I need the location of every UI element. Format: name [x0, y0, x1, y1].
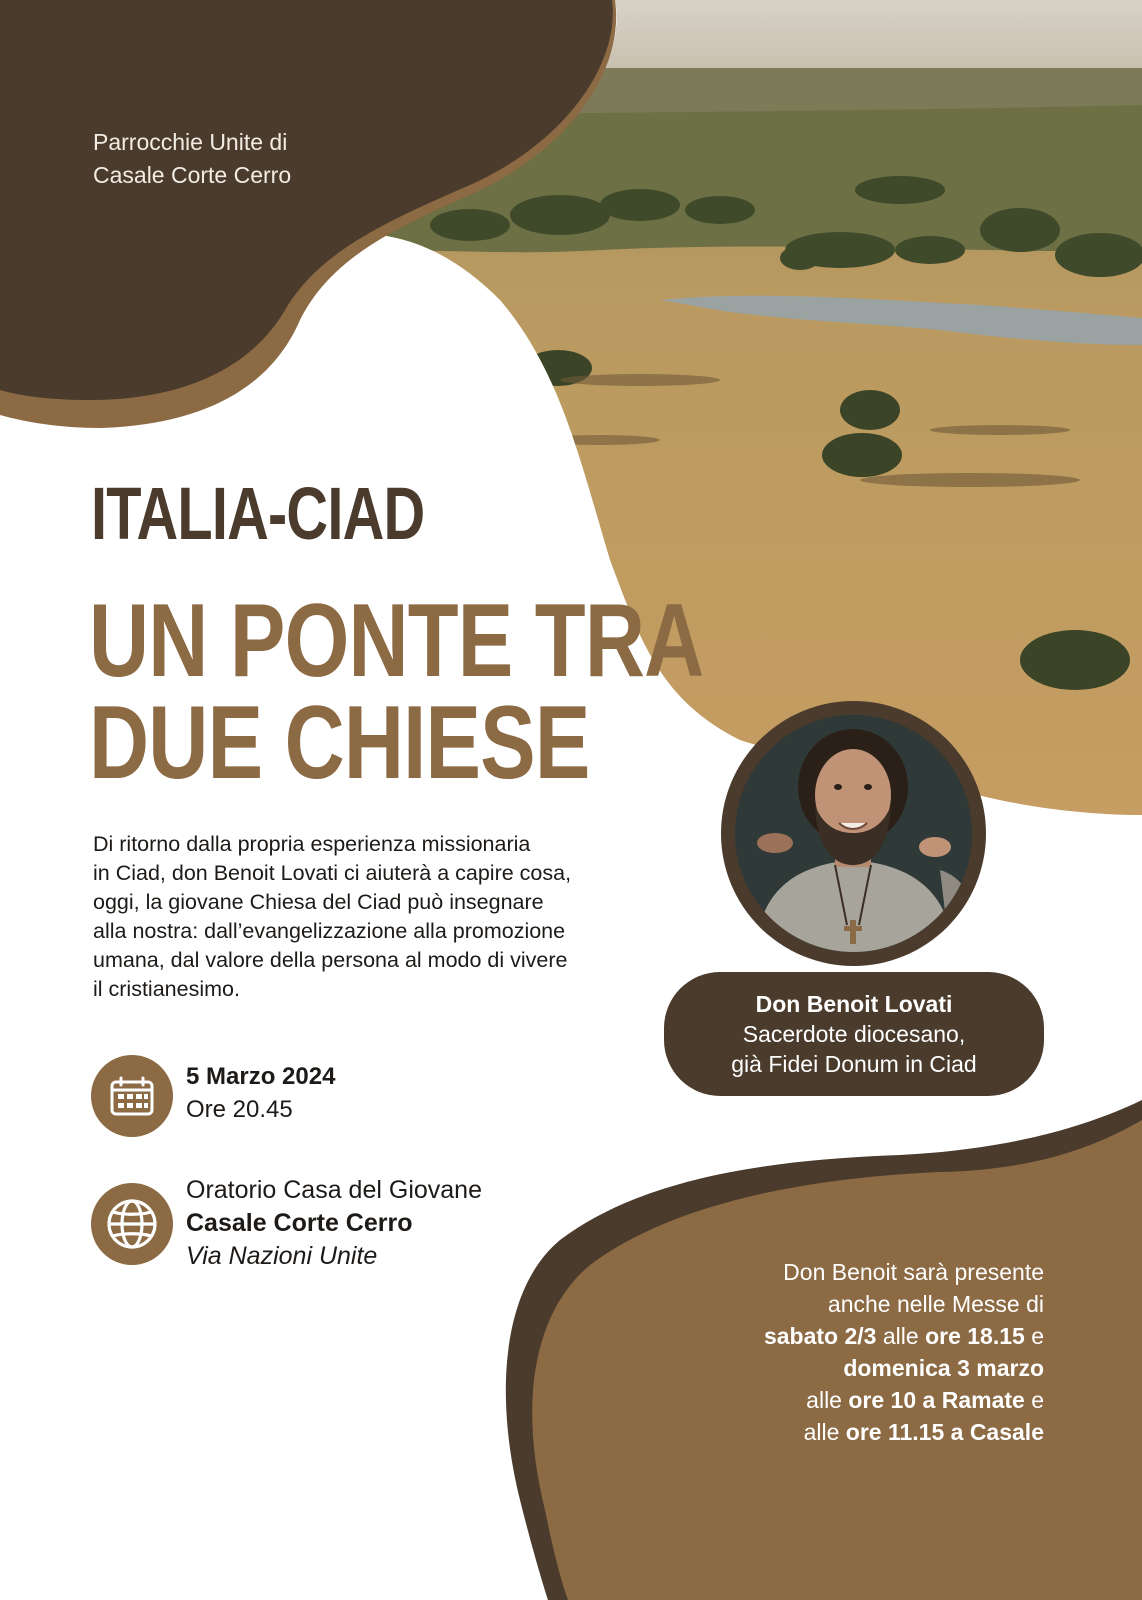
organizer-line-2: Casale Corte Cerro	[93, 162, 292, 188]
note-bold: ore 11.15 a Casale	[845, 1419, 1044, 1445]
speaker-portrait	[721, 701, 986, 966]
note-text: alle	[876, 1323, 926, 1349]
note-text: e	[1024, 1387, 1044, 1413]
speaker-role-line-1: Sacerdote diocesano,	[742, 1021, 966, 1047]
event-date-time	[186, 1060, 335, 1126]
note-text: e	[1024, 1323, 1044, 1349]
venue-name: Oratorio Casa del Giovane	[186, 1176, 482, 1204]
note-line: domenica 3 marzo	[843, 1355, 1044, 1381]
speaker-name: Don Benoit Lovati	[755, 991, 953, 1017]
note-text: alle	[806, 1387, 849, 1413]
headline	[89, 583, 704, 801]
intro-line: oggi, la giovane Chiesa del Ciad può insegnare	[93, 890, 544, 914]
organizer-line-1: Parrocchie Unite di	[93, 129, 288, 155]
intro-line: il cristianesimo.	[93, 977, 240, 1001]
note-bold: ore 18.15	[925, 1323, 1025, 1349]
venue-street: Via Nazioni Unite	[186, 1242, 378, 1270]
headline-line-2: DUE CHIESE	[89, 685, 590, 801]
event-date: 5 Marzo 2024	[186, 1063, 336, 1090]
calendar-icon	[91, 1055, 173, 1137]
intro-line: umana, dal valore della persona al modo di vivere	[93, 948, 568, 972]
organizer-label	[93, 126, 291, 192]
intro-line: Di ritorno dalla propria esperienza missionaria	[93, 832, 531, 856]
note-bold: sabato 2/3	[763, 1323, 877, 1349]
headline-line-1: UN PONTE TRA	[89, 583, 704, 699]
note-bold: ore 10 a Ramate	[848, 1387, 1025, 1413]
speaker-role-line-2: già Fidei Donum in Ciad	[731, 1051, 977, 1077]
note-line: anche nelle Messe di	[827, 1291, 1044, 1317]
note-line	[624, 1416, 1044, 1448]
intro-paragraph	[93, 830, 653, 1004]
note-line: Don Benoit sarà presente	[783, 1259, 1044, 1285]
title-kicker: ITALIA-CIAD	[91, 472, 425, 555]
venue-town: Casale Corte Cerro	[186, 1209, 413, 1237]
event-venue	[186, 1174, 482, 1273]
note-line	[624, 1384, 1044, 1416]
speaker-caption	[664, 972, 1044, 1096]
intro-line: in Ciad, don Benoit Lovati ci aiuterà a capire cosa,	[93, 861, 572, 885]
globe-icon	[91, 1183, 173, 1265]
masses-note	[624, 1256, 1044, 1448]
event-time: Ore 20.45	[186, 1096, 293, 1123]
note-text: alle	[803, 1419, 846, 1445]
intro-line: alla nostra: dall’evangelizzazione alla promozione	[93, 919, 566, 943]
note-line	[624, 1320, 1044, 1352]
